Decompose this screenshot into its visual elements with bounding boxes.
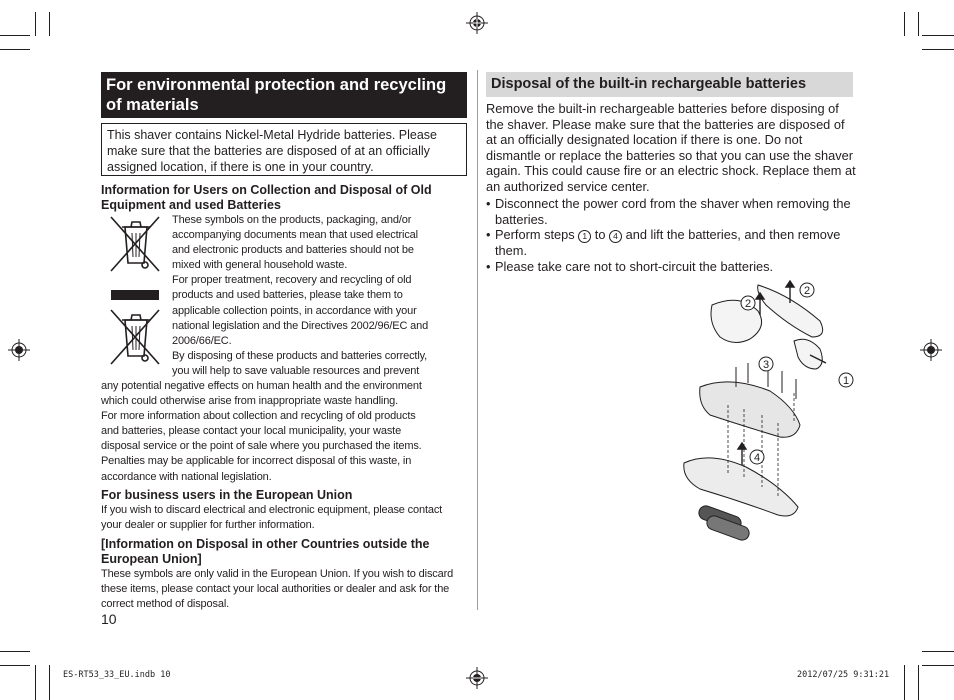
registration-mark-icon	[466, 12, 488, 34]
crop-mark	[0, 35, 30, 36]
bullet-text: Disconnect the power cord from the shaver when removing the batteries.	[495, 196, 851, 227]
nimh-notice-box: This shaver contains Nickel-Metal Hydride batteries. Please make sure that the batteries are disposed of at an officially assigned location, if there is one in your country.	[101, 123, 467, 176]
info-line: For more information about collection and recycling of old products	[101, 410, 416, 423]
crop-mark	[35, 12, 36, 36]
print-slug-file: ES-RT53_33_EU.indb 10	[63, 670, 171, 680]
page-number: 10	[101, 611, 117, 627]
crop-mark	[904, 665, 905, 700]
business-text: If you wish to discard electrical and electronic equipment, please contact your dealer or supplier for further information.	[101, 504, 443, 532]
bullet-item: • Disconnect the power cord from the shaver when removing the batteries.	[486, 196, 851, 227]
print-slug-datetime: 2012/07/25 9:31:21	[797, 670, 890, 680]
outside-eu-text: These symbols are only valid in the European Union. If you wish to discard these items, please contact your local authorities or dealer and ask for the correct method of disposal.	[101, 568, 454, 611]
crop-mark	[0, 49, 30, 50]
info-line: 2006/66/EC.	[172, 334, 232, 347]
info-line: which could otherwise arise from inappropriate waste handling.	[101, 395, 399, 408]
crop-mark	[0, 651, 30, 652]
bullet-item: • Please take care not to short-circuit the batteries.	[486, 259, 852, 275]
diagram-label: 2	[744, 298, 752, 310]
battery-removal-diagram	[670, 275, 860, 545]
info-line: you will help to save valuable resources and prevent	[172, 364, 420, 377]
info-line: any potential negative effects on human health and the environment	[101, 380, 422, 392]
crossed-out-wheelie-bin-icon	[107, 306, 163, 368]
bullet-item: • Perform steps 1 to 4 and lift the batteries, and then remove them.	[486, 227, 852, 259]
info-line: products and used batteries, please take them to	[172, 289, 403, 302]
info-text-full	[101, 379, 469, 485]
outside-eu-heading: [Information on Disposal in other Countries outside the European Union]	[101, 537, 430, 566]
info-line: By disposing of these products and batteries correctly,	[172, 349, 428, 362]
crop-mark	[918, 12, 919, 36]
info-line: national legislation and the Directives 2002/96/EC and	[172, 319, 429, 332]
crop-mark	[922, 49, 954, 50]
column-divider	[477, 70, 478, 610]
crop-mark	[49, 12, 50, 36]
registration-mark-icon	[920, 339, 942, 361]
bullet-text-part: to	[594, 227, 606, 242]
crop-mark	[922, 35, 954, 36]
info-line: These symbols on the products, packaging, and/or	[172, 214, 412, 226]
info-text-indented	[172, 213, 467, 379]
crop-mark	[49, 665, 50, 700]
info-line: accompanying documents mean that used electrical	[172, 229, 418, 242]
info-line: Penalties may be applicable for incorrect disposal of this waste, in	[101, 455, 412, 468]
crop-mark	[922, 651, 954, 652]
registration-mark-icon	[466, 667, 488, 689]
info-line: disposal service or the point of sale where you purchased the items.	[101, 440, 422, 453]
business-heading: For business users in the European Union	[101, 488, 353, 502]
crop-mark	[922, 665, 954, 666]
diagram-label: 4	[753, 452, 761, 464]
registration-mark-icon	[8, 339, 30, 361]
step-number-badge: 1	[578, 230, 591, 243]
info-heading: Information for Users on Collection and Disposal of Old Equipment and used Batteries	[101, 183, 432, 212]
info-line: For proper treatment, recovery and recycling of old	[172, 274, 412, 287]
info-line: and batteries, please contact your local municipality, your waste	[101, 425, 402, 438]
bullet-text-part: and lift the batteries, and then remove them.	[495, 227, 841, 258]
crop-mark	[35, 665, 36, 700]
bullet-text-part: Perform steps	[495, 227, 575, 242]
info-line: and electronic products and batteries should not be	[172, 244, 414, 257]
diagram-label: 1	[842, 375, 850, 387]
info-line: accordance with national legislation.	[101, 470, 272, 483]
section-title-battery-disposal: Disposal of the built-in rechargeable batteries	[486, 72, 853, 97]
diagram-label: 3	[762, 359, 770, 371]
diagram-label: 2	[803, 285, 811, 297]
crop-mark	[0, 665, 30, 666]
crop-mark	[904, 12, 905, 36]
bullet-text	[495, 227, 852, 259]
crop-mark	[918, 665, 919, 700]
section-title-environment: For environmental protection and recycling of materials	[101, 72, 467, 118]
battery-intro-text: Remove the built-in rechargeable batteries before disposing of the shaver. Please make sure that the batteries are disposed of at an officially designated location if there is one. Do not dismantle or replace the batteries so that you can use the shaver again. This could cause fire or an electric shock. Replace them at an authorized service center.	[486, 101, 856, 194]
solid-bar-symbol	[111, 290, 159, 300]
step-number-badge: 4	[609, 230, 622, 243]
crossed-out-wheelie-bin-icon	[107, 213, 163, 275]
info-line: applicable collection points, in accordance with your	[172, 304, 417, 317]
info-line: mixed with general household waste.	[172, 259, 348, 272]
bullet-text: Please take care not to short-circuit the batteries.	[495, 259, 774, 274]
